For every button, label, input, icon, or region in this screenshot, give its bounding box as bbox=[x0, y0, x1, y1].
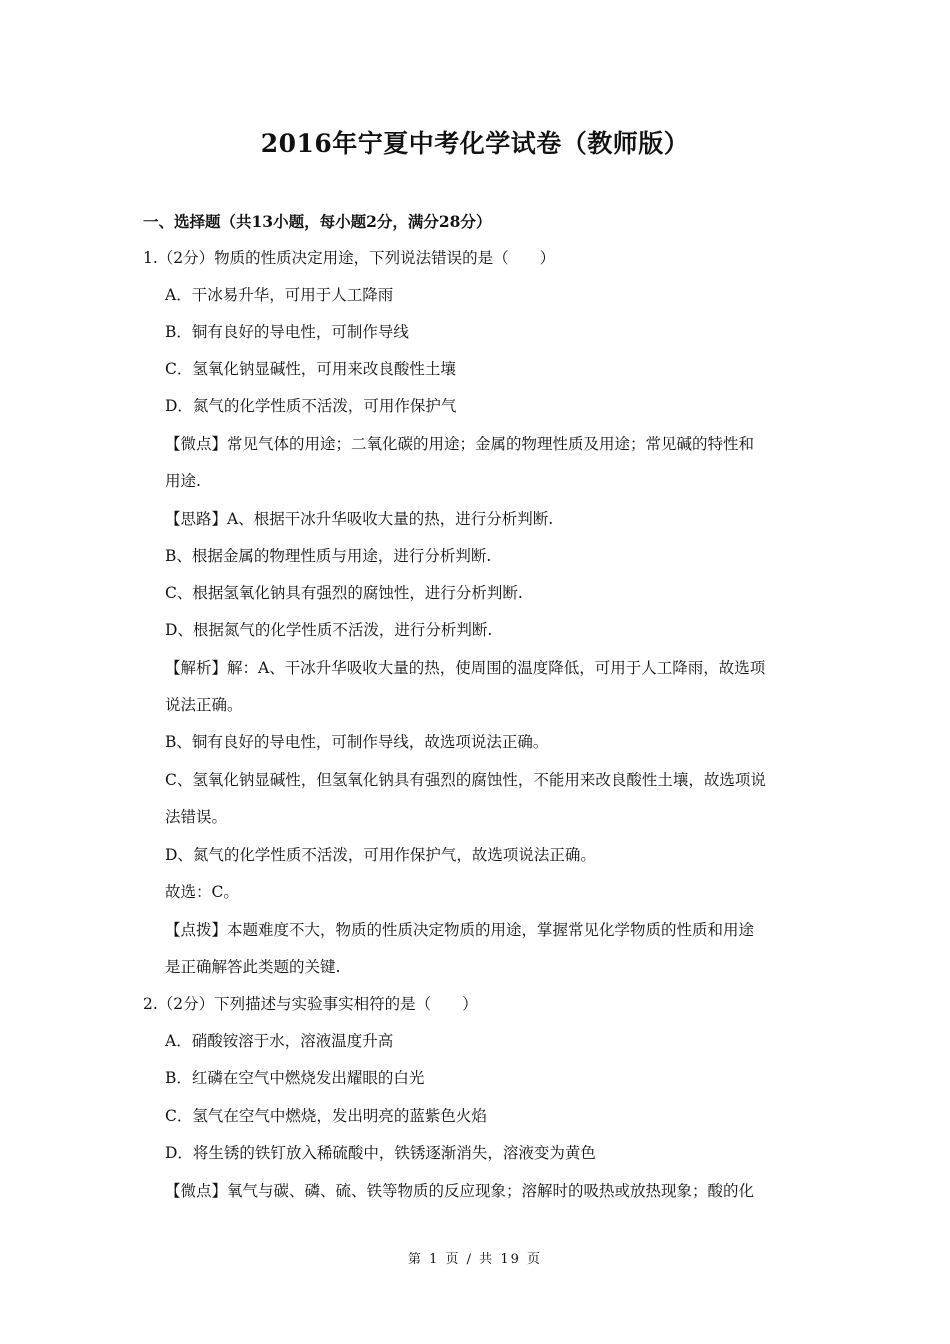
question-1-option-d: D．氮气的化学性质不活泼，可用作保护气 bbox=[165, 397, 457, 415]
question-1-dianbo-line: 【点拨】本题难度不大，物质的性质决定物质的用途，掌握常见化学物质的性质和用途 bbox=[165, 921, 755, 939]
question-2-option-b: B．红磷在空气中燃烧发出耀眼的白光 bbox=[165, 1069, 425, 1087]
question-1-jiexi-line: C、氢氧化钠显碱性，但氢氧化钠具有强烈的腐蚀性，不能用来改良酸性土壤，故选项说 bbox=[165, 771, 766, 789]
question-1-stem: 1.（2分）物质的性质决定用途，下列说法错误的是（ ） bbox=[143, 249, 556, 267]
section-title: 一、选择题（共13小题，每小题2分，满分28分） bbox=[143, 212, 492, 231]
question-1-weidian-line: 用途. bbox=[165, 472, 201, 490]
question-1-jiexi-line: 说法正确。 bbox=[165, 696, 243, 714]
question-2-stem: 2.（2分）下列描述与实验事实相符的是（ ） bbox=[143, 995, 478, 1013]
page-title: 2016年宁夏中考化学试卷（教师版） bbox=[260, 129, 690, 158]
question-1-option-c: C．氢氧化钠显碱性，可用来改良酸性土壤 bbox=[165, 360, 456, 378]
question-1-silu-line: 【思路】A、根据干冰升华吸收大量的热，进行分析判断. bbox=[165, 510, 554, 528]
question-1-silu-line: C、根据氢氧化钠具有强烈的腐蚀性，进行分析判断. bbox=[165, 584, 523, 602]
question-1-silu-line: B、根据金属的物理性质与用途，进行分析判断. bbox=[165, 547, 492, 565]
question-2-option-d: D．将生锈的铁钉放入稀硫酸中，铁锈逐渐消失，溶液变为黄色 bbox=[165, 1144, 596, 1162]
question-2-option-c: C．氢气在空气中燃烧，发出明亮的蓝紫色火焰 bbox=[165, 1107, 487, 1125]
question-1-option-a: A．干冰易升华，可用于人工降雨 bbox=[165, 286, 394, 304]
question-1-jiexi-line: 【解析】解：A、干冰升华吸收大量的热，使周围的温度降低，可用于人工降雨，故选项 bbox=[165, 659, 766, 677]
question-1-dianbo-line: 是正确解答此类题的关键. bbox=[165, 958, 341, 976]
page-footer: 第 1 页 / 共 19 页 bbox=[408, 1252, 542, 1267]
question-1-jiexi-line: 故选：C。 bbox=[165, 883, 239, 901]
question-1-weidian-line: 【微点】常见气体的用途；二氧化碳的用途；金属的物理性质及用途；常见碱的特性和 bbox=[165, 435, 755, 453]
question-1-silu-line: D、根据氮气的化学性质不活泼，进行分析判断. bbox=[165, 621, 493, 639]
question-2-weidian-line: 【微点】氧气与碳、磷、硫、铁等物质的反应现象；溶解时的吸热或放热现象；酸的化 bbox=[165, 1182, 755, 1200]
question-1-option-b: B．铜有良好的导电性，可制作导线 bbox=[165, 323, 409, 341]
question-1-jiexi-line: B、铜有良好的导电性，可制作导线，故选项说法正确。 bbox=[165, 733, 549, 751]
question-1-jiexi-line: D、氮气的化学性质不活泼，可用作保护气，故选项说法正确。 bbox=[165, 846, 596, 864]
question-1-jiexi-line: 法错误。 bbox=[165, 808, 228, 826]
question-2-option-a: A．硝酸铵溶于水，溶液温度升高 bbox=[165, 1032, 394, 1050]
